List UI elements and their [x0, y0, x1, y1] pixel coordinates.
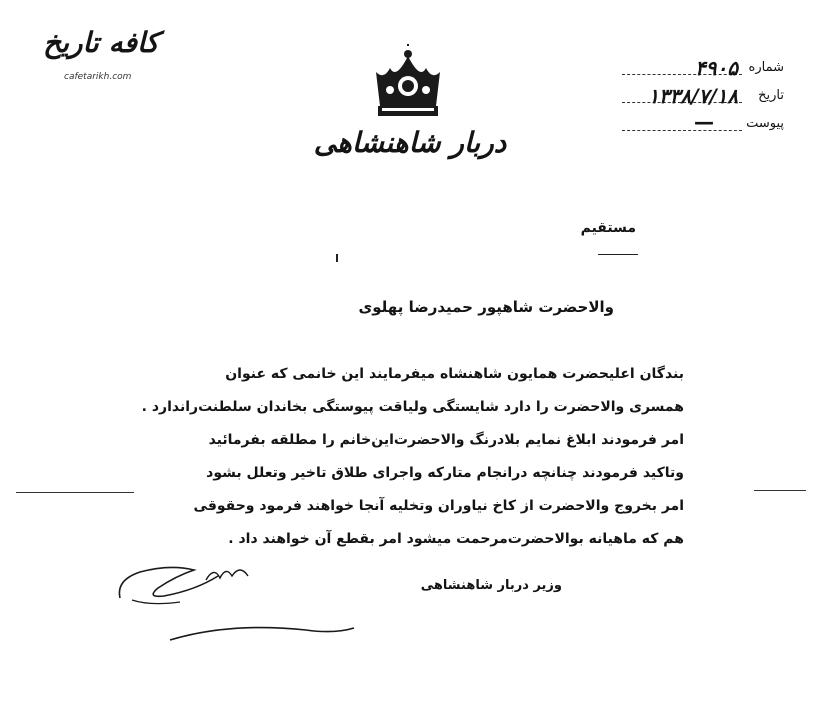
reference-date-row: [554, 84, 784, 112]
body-line: بندگان اعلیحضرت همایون شاهنشاه میفرمایند این خانمی که عنوان: [225, 366, 684, 382]
body-line: هم که ماهیانه بوالاحضرت‌مرحمت میشود امر بقطع آن خواهند داد .: [228, 531, 684, 547]
reference-number-row: [554, 56, 784, 84]
body-line: همسری والاحضرت را دارد شایستگی ولیاقت پیوستگی بخاندان سلطنت‌راندارد .: [141, 399, 684, 415]
addressee-line: والاحضرت شاهپور حمیدرضا پهلوی: [358, 298, 614, 316]
body-line: امر بخروج والاحضرت از کاخ نیاوران وتخلیه آنجا خواهند فرمود وحقوقی: [193, 498, 684, 514]
classification-underline: [598, 254, 638, 255]
signatory-title: وزیر دربار شاهنشاهی: [420, 578, 562, 593]
classification-label: مستقیم: [580, 220, 636, 236]
reference-attachment-row: [554, 112, 784, 140]
court-header-title: دربار شاهنشاهی: [313, 126, 507, 159]
cafetarikh-watermark: [36, 26, 166, 96]
reference-block: [554, 56, 784, 140]
body-line: وتاکید فرمودند چنانچه درانجام متارکه واجرای طلاق تاخیر وتعلل بشود: [206, 465, 684, 481]
number-label: شماره: [748, 60, 784, 75]
handwritten-signature-icon: [110, 536, 370, 656]
watermark-title: کافه تاریخ: [43, 26, 159, 59]
date-value: ۱۳۳۸/۷/۱۸: [648, 84, 738, 108]
letter-body: [141, 366, 684, 564]
body-line: امر فرمودند ابلاغ نمایم بلادرنگ والاحضرت‌این‌خانم را مطلقه بفرمائید: [208, 432, 684, 448]
left-margin-rule: [16, 492, 134, 493]
watermark-url: cafetarikh.com: [64, 72, 132, 82]
right-margin-rule: [754, 490, 806, 491]
number-value: ۴۹۰۵: [695, 56, 738, 80]
date-label: تاریخ: [758, 88, 784, 103]
crown-emblem-icon: [370, 44, 446, 124]
margin-tick: [336, 254, 338, 262]
attachment-dash: —: [694, 110, 714, 134]
attachment-label: پیوست: [746, 116, 784, 131]
attachment-line: [622, 130, 742, 131]
